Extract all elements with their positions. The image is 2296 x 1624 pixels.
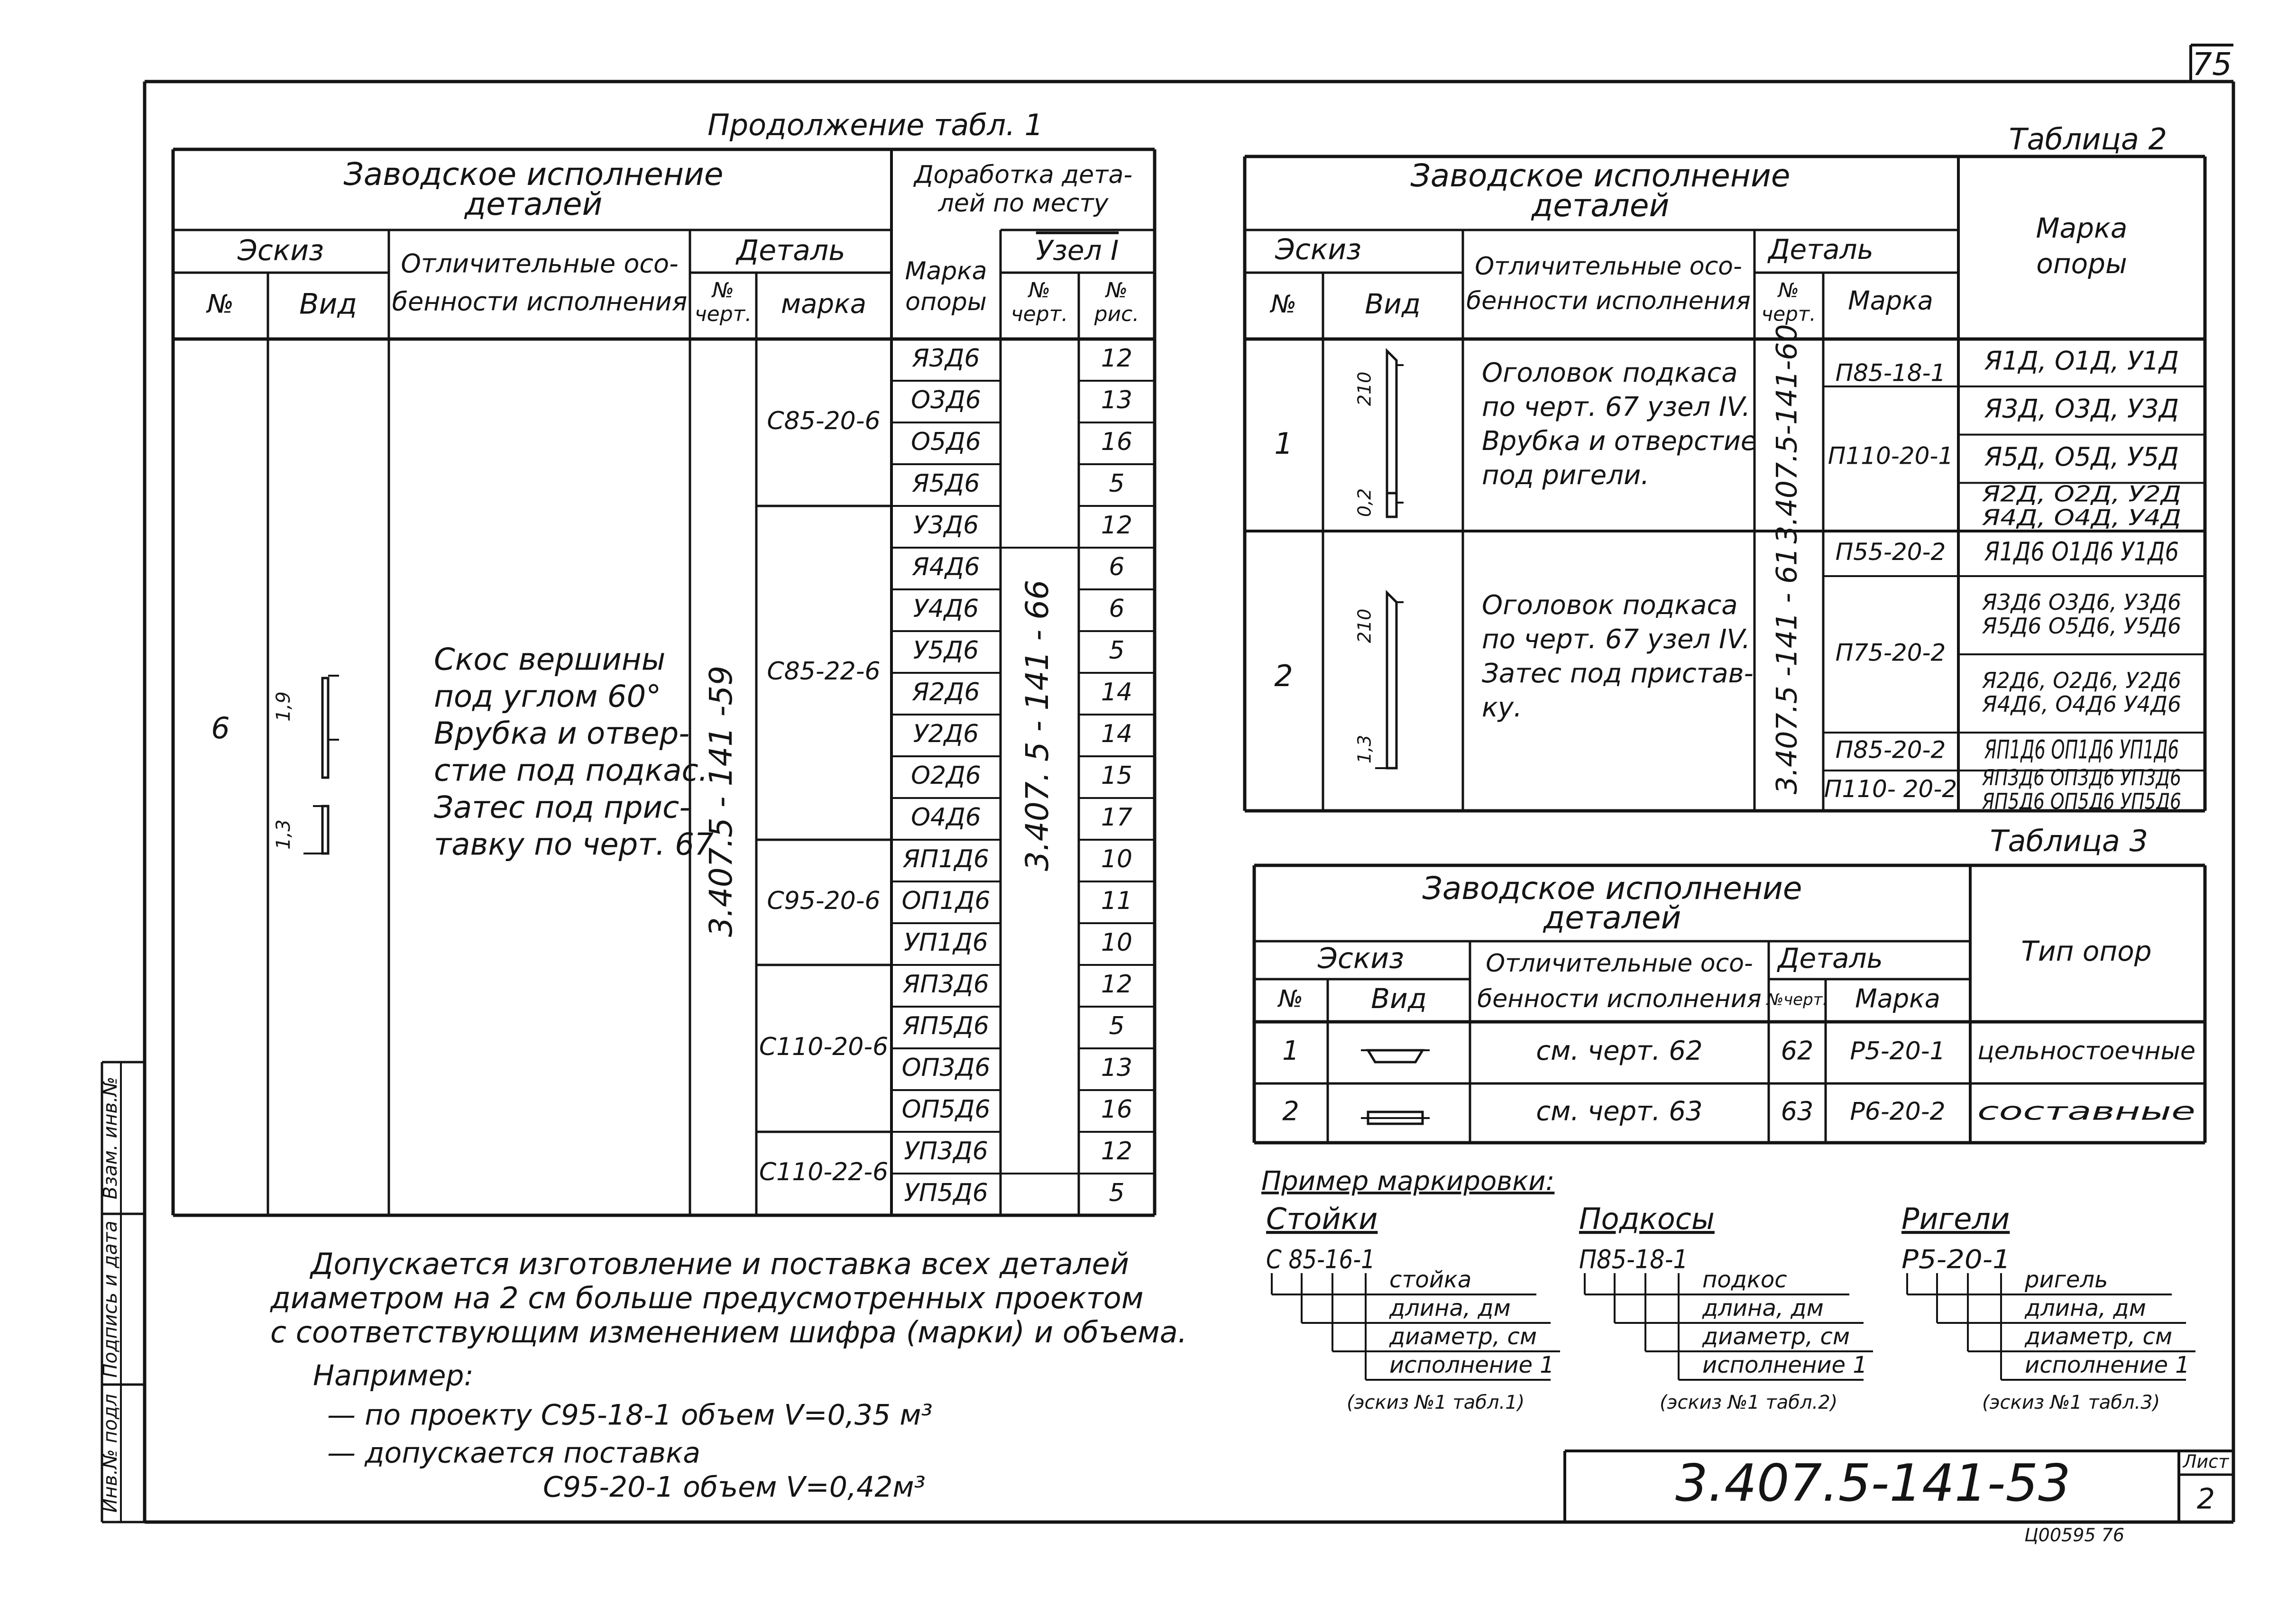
marking-heading: Подкосы — [1579, 1202, 1715, 1237]
table1-support-mark: О2Д6 — [911, 762, 981, 790]
table2-support-mark: Я3Д, О3Д, У3Д — [1984, 394, 2179, 424]
archive-number: Ц00595 76 — [2024, 1524, 2124, 1546]
table1-fig-number: 12 — [1101, 511, 1133, 540]
sketch-dimension: 1,3 — [273, 819, 294, 850]
table1-support-mark: О3Д6 — [911, 386, 981, 414]
table1-caption: Продолжение табл. 1 — [707, 108, 1043, 143]
table1-detail-mark: С85-20-6 — [767, 407, 881, 435]
side-stamp-replace: Взам. инв.№ — [100, 1076, 121, 1200]
table2-features-line: ку. — [1482, 692, 1522, 724]
table1-support-mark: Я5Д6 — [912, 469, 980, 498]
table1-fig-number: 13 — [1101, 386, 1133, 414]
table1-sketch-header: Эскиз — [237, 234, 324, 267]
marking-reference: (эскиз №1 табл.1) — [1347, 1392, 1525, 1413]
table2-detail-header: Деталь — [1768, 233, 1874, 266]
table1-features-header: бенности исполнения — [392, 286, 688, 317]
table1-detail-mark: С85-22-6 — [767, 657, 881, 686]
table3-features-header: бенности исполнения — [1477, 985, 1762, 1013]
table2-support-mark: Я5Д, О5Д, У5Д — [1984, 442, 2179, 472]
table1-detail-mark: С95-20-6 — [767, 887, 881, 915]
table1-factory-header: Заводское исполнение — [343, 156, 724, 193]
table1-support-mark: УП1Д6 — [904, 928, 988, 957]
table2-features-line: Оголовок подкаса — [1482, 590, 1738, 621]
table2-row-number: 1 — [1274, 426, 1293, 461]
drawing-content — [100, 46, 2232, 1545]
table2-detail-mark: П55-20-2 — [1835, 538, 1946, 566]
marking-label: подкос — [1702, 1266, 1787, 1293]
page-number: 75 — [2192, 46, 2232, 83]
table2-detail-mark: П85-20-2 — [1835, 736, 1946, 764]
table1-node-drawing-number: 3.407. 5 - 141 - 66 — [1019, 579, 1056, 872]
sketch-dimension: 1,9 — [273, 691, 294, 722]
table1-fig-header: № — [1106, 278, 1128, 303]
table2-support-mark: Я5Д6 О5Д6, У5Д6 — [1982, 613, 2181, 639]
table2-support-header: опоры — [2036, 248, 2127, 280]
table1-features-line: тавку по черт. 67 — [434, 827, 714, 862]
table2-support-mark: Я4Д, О4Д, У4Д — [1981, 505, 2181, 531]
table1-fig-number: 14 — [1101, 678, 1133, 706]
document-code: 3.407.5-141-53 — [1675, 1453, 2071, 1513]
table1-fig-number: 16 — [1101, 428, 1133, 456]
table1-fig-number: 16 — [1101, 1095, 1133, 1124]
table3-mark: Р6-20-2 — [1850, 1097, 1946, 1126]
table2-support-mark: Я3Д6 О3Д6, У3Д6 — [1982, 589, 2181, 615]
table1-features-line: Затес под прис- — [434, 790, 690, 826]
table2-support-mark: Я2Д6, О2Д6, У2Д6 — [1982, 668, 2181, 693]
table1-fig-number: 10 — [1101, 845, 1133, 873]
brace-sketch-icon — [1387, 593, 1396, 768]
marking-label: ригель — [2025, 1266, 2108, 1293]
sheet-label: Лист — [2183, 1451, 2229, 1472]
table2-support-mark: ЯП5Д6 ОП5Д6 УП5Д6 — [1982, 789, 2181, 814]
table1-fig-header: рис. — [1094, 302, 1139, 326]
table2-features-line: Затес под пристав- — [1482, 658, 1754, 689]
marking-reference: (эскиз №1 табл.2) — [1660, 1392, 1838, 1413]
table3-drawing-header: №черт. — [1766, 990, 1828, 1009]
crossbar-sketch-icon — [1368, 1050, 1423, 1062]
table1-support-mark: У5Д6 — [913, 636, 979, 665]
table1-num-header: № — [207, 289, 234, 319]
sketch-dimension: 1,3 — [1354, 734, 1375, 764]
table2-features-line: Оголовок подкаса — [1482, 358, 1738, 389]
table1-fig-number: 6 — [1109, 553, 1125, 581]
table2-caption: Таблица 2 — [2009, 122, 2167, 157]
table1-detail-mark: С110-22-6 — [759, 1158, 889, 1186]
table2-num-header: № — [1270, 290, 1297, 319]
table1-fig-number: 11 — [1101, 887, 1133, 915]
table3-features-header: Отличительные осо- — [1486, 949, 1753, 978]
table2-row-number: 2 — [1274, 659, 1293, 694]
table1-fig-number: 13 — [1101, 1054, 1133, 1082]
table2-features-line: под ригели. — [1482, 460, 1650, 491]
table1-features-line: под углом 60° — [434, 679, 661, 715]
marking-heading: Ригели — [1901, 1202, 2010, 1237]
marking-label: длина, дм — [2025, 1295, 2146, 1321]
table1-support-header: Марка — [905, 257, 987, 285]
table1-fig-number: 12 — [1101, 1137, 1133, 1165]
sketch-dimension: 210 — [1354, 371, 1375, 406]
table1-factory-header: деталей — [464, 186, 603, 223]
table1-fig-number: 15 — [1101, 762, 1133, 790]
table2-features-line: по черт. 67 узел IV. — [1482, 392, 1751, 423]
marking-heading: Стойки — [1266, 1202, 1378, 1237]
marking-label: исполнение 1 — [1389, 1352, 1554, 1378]
table3-drawing-number: 63 — [1781, 1096, 1814, 1127]
table1-drawing-header: № — [712, 278, 734, 303]
table1-support-mark: О5Д6 — [911, 428, 981, 456]
table1-view-header: Вид — [299, 287, 357, 321]
marking-reference: (эскиз №1 табл.3) — [1982, 1392, 2160, 1413]
marking-code: С 85-16-1 — [1266, 1244, 1375, 1275]
table1-support-mark: У3Д6 — [913, 511, 979, 540]
table2-view-header: Вид — [1365, 288, 1421, 321]
table2-support-mark: ЯП3Д6 ОП3Д6 УП3Д6 — [1982, 765, 2181, 790]
sketch-dimension: 0,2 — [1354, 488, 1375, 517]
table3-num-header: № — [1278, 985, 1304, 1013]
table1-sketch-number: 6 — [211, 711, 230, 746]
table1-node-drawing-header: черт. — [1010, 302, 1068, 326]
marking-label: диаметр, см — [1389, 1323, 1537, 1350]
table1-node-drawing-header: № — [1029, 278, 1050, 303]
table1-support-mark: Я4Д6 — [912, 553, 980, 581]
table1-detail-header: Деталь — [736, 234, 845, 267]
table1-support-mark: ОП5Д6 — [901, 1095, 991, 1124]
table3-detail-header: Деталь — [1778, 942, 1883, 975]
table3-view-header: Вид — [1371, 982, 1427, 1015]
marking-label: диаметр, см — [1702, 1323, 1850, 1350]
table1-drawing-header: черт. — [694, 302, 752, 326]
table2-mark-header: Марка — [1848, 285, 1933, 316]
table1-features-line: Врубка и отвер- — [434, 716, 690, 752]
marking-label: диаметр, см — [2025, 1323, 2173, 1350]
note-line: диаметром на 2 см больше предусмотренных проектом — [270, 1281, 1144, 1316]
sheet-number: 2 — [2196, 1482, 2215, 1516]
table1-fig-number: 12 — [1101, 344, 1133, 373]
brace-sketch-icon — [1387, 493, 1396, 517]
table1-fig-number: 12 — [1101, 970, 1133, 999]
table1-support-mark: ЯП3Д6 — [902, 970, 990, 999]
table1-support-mark: У4Д6 — [913, 595, 979, 623]
table2-detail-mark: П75-20-2 — [1835, 639, 1946, 667]
table1-features-line: стие под подкас. — [434, 753, 708, 789]
note-line: Допускается изготовление и поставка всех деталей — [311, 1247, 1130, 1282]
table1-support-header: опоры — [905, 288, 987, 316]
table1-fig-number: 5 — [1109, 469, 1125, 498]
table3-type: цельностоечные — [1977, 1037, 2195, 1065]
table1-support-mark: О4Д6 — [911, 803, 981, 832]
marking-label: исполнение 1 — [1702, 1352, 1867, 1378]
note-example-label: Например: — [313, 1359, 474, 1393]
table2-support-mark: Я1Д6 О1Д6 У1Д6 — [1984, 537, 2179, 567]
table2-support-mark: ЯП1Д6 ОП1Д6 УП1Д6 — [1984, 734, 2179, 765]
table1-drawing-number: 3.407.5 - 141 -59 — [703, 665, 740, 937]
table1-support-mark: УП3Д6 — [904, 1137, 988, 1165]
table1-support-mark: ЯП5Д6 — [902, 1012, 990, 1040]
table3-features: см. черт. 63 — [1536, 1096, 1703, 1127]
table1-fig-number: 5 — [1109, 1179, 1125, 1207]
marking-label: исполнение 1 — [2025, 1352, 2190, 1378]
table3-factory-header: деталей — [1543, 899, 1681, 936]
table1-features-header: Отличительные осо- — [401, 248, 679, 279]
table2-drawing-header: черт. — [1761, 302, 1816, 326]
table1-detail-mark: С110-20-6 — [759, 1033, 889, 1061]
side-stamp-inv: Инв.№ подл — [100, 1394, 121, 1513]
side-stamp-signature: Подпись и дата — [100, 1220, 121, 1378]
note-example-volume: С95-20-1 объем V=0,42м³ — [543, 1470, 926, 1504]
table1-support-mark: ОП1Д6 — [901, 887, 991, 915]
table1-mark-header: марка — [781, 289, 867, 320]
table2-drawing-number: 3.407.5 -141 - 61 — [1770, 547, 1804, 795]
table2-drawing-header: № — [1778, 278, 1799, 302]
table2-support-mark: Я1Д, О1Д, У1Д — [1984, 346, 2179, 376]
table3-factory-header: Заводское исполнение — [1422, 870, 1802, 907]
table3-type-header: Тип опор — [2021, 935, 2152, 968]
table2-features-header: Отличительные осо- — [1475, 252, 1742, 281]
table3-caption: Таблица 3 — [1990, 824, 2148, 859]
table1-finishing-header: лей по месту — [938, 189, 1109, 218]
table1-support-mark: Я3Д6 — [912, 344, 980, 373]
table1-features-line: Скос вершины — [434, 642, 666, 678]
brace-sketch-icon — [1387, 351, 1396, 493]
marking-label: длина, дм — [1702, 1295, 1824, 1321]
table1-fig-number: 5 — [1109, 636, 1125, 665]
table2-detail-mark: П85-18-1 — [1835, 359, 1946, 387]
marking-label: стойка — [1389, 1266, 1472, 1293]
marking-code: П85-18-1 — [1579, 1244, 1688, 1275]
table1-fig-number: 14 — [1101, 720, 1133, 748]
marking-title: Пример маркировки: — [1261, 1166, 1555, 1197]
note-line: с соответствующим изменением шифра (марки) и объема. — [270, 1315, 1187, 1350]
pole-sketch-icon — [322, 678, 328, 778]
table2-factory-header: деталей — [1531, 187, 1670, 224]
marking-label: длина, дм — [1389, 1295, 1511, 1321]
table1-node-header: Узел I — [1036, 234, 1119, 267]
table3-features: см. черт. 62 — [1536, 1036, 1703, 1067]
table3-sketch-header: Эскиз — [1317, 942, 1405, 975]
table2-sketch-header: Эскиз — [1275, 233, 1362, 266]
note-example-item: — по проекту С95-18-1 объем V=0,35 м³ — [327, 1398, 933, 1432]
table2-support-header: Марка — [2036, 212, 2128, 245]
pole-sketch-icon — [322, 806, 328, 853]
table1-finishing-header: Доработка дета- — [914, 161, 1133, 189]
table3-row-number: 1 — [1282, 1036, 1299, 1067]
table2-detail-mark: П110-20-1 — [1828, 442, 1954, 470]
table1-fig-number: 17 — [1101, 803, 1133, 832]
note-example-item: — допускается поставка — [327, 1436, 701, 1470]
table1-fig-number: 10 — [1101, 928, 1133, 957]
table1-fig-number: 6 — [1109, 595, 1125, 623]
table2-support-mark: Я2Д, О2Д, У2Д — [1981, 481, 2181, 507]
table1-support-mark: ЯП1Д6 — [902, 845, 990, 873]
table1-fig-number: 5 — [1109, 1012, 1125, 1040]
table2-features-header: бенности исполнения — [1466, 287, 1751, 315]
table2-detail-mark: П110- 20-2 — [1824, 775, 1957, 803]
marking-code: Р5-20-1 — [1901, 1244, 2011, 1275]
sketch-dimension: 210 — [1354, 608, 1375, 643]
table1-support-mark: УП5Д6 — [904, 1179, 988, 1207]
table2-factory-header: Заводское исполнение — [1410, 157, 1791, 194]
table1-support-mark: У2Д6 — [913, 720, 979, 748]
table3-type: составные — [1977, 1097, 2195, 1126]
table3-mark: Р5-20-1 — [1850, 1037, 1946, 1065]
table2-support-mark: Я4Д6, О4Д6 У4Д6 — [1982, 691, 2181, 717]
table3-mark-header: Марка — [1855, 983, 1940, 1014]
table1-support-mark: ОП3Д6 — [901, 1054, 991, 1082]
table2-drawing-number: 3.407.5-141-60 — [1770, 324, 1804, 544]
table1-support-mark: Я2Д6 — [912, 678, 980, 706]
table2-features-line: по черт. 67 узел IV. — [1482, 624, 1751, 655]
table3-row-number: 2 — [1282, 1096, 1299, 1127]
table2-features-line: Врубка и отверстие — [1482, 426, 1757, 457]
table3-drawing-number: 62 — [1781, 1036, 1814, 1066]
